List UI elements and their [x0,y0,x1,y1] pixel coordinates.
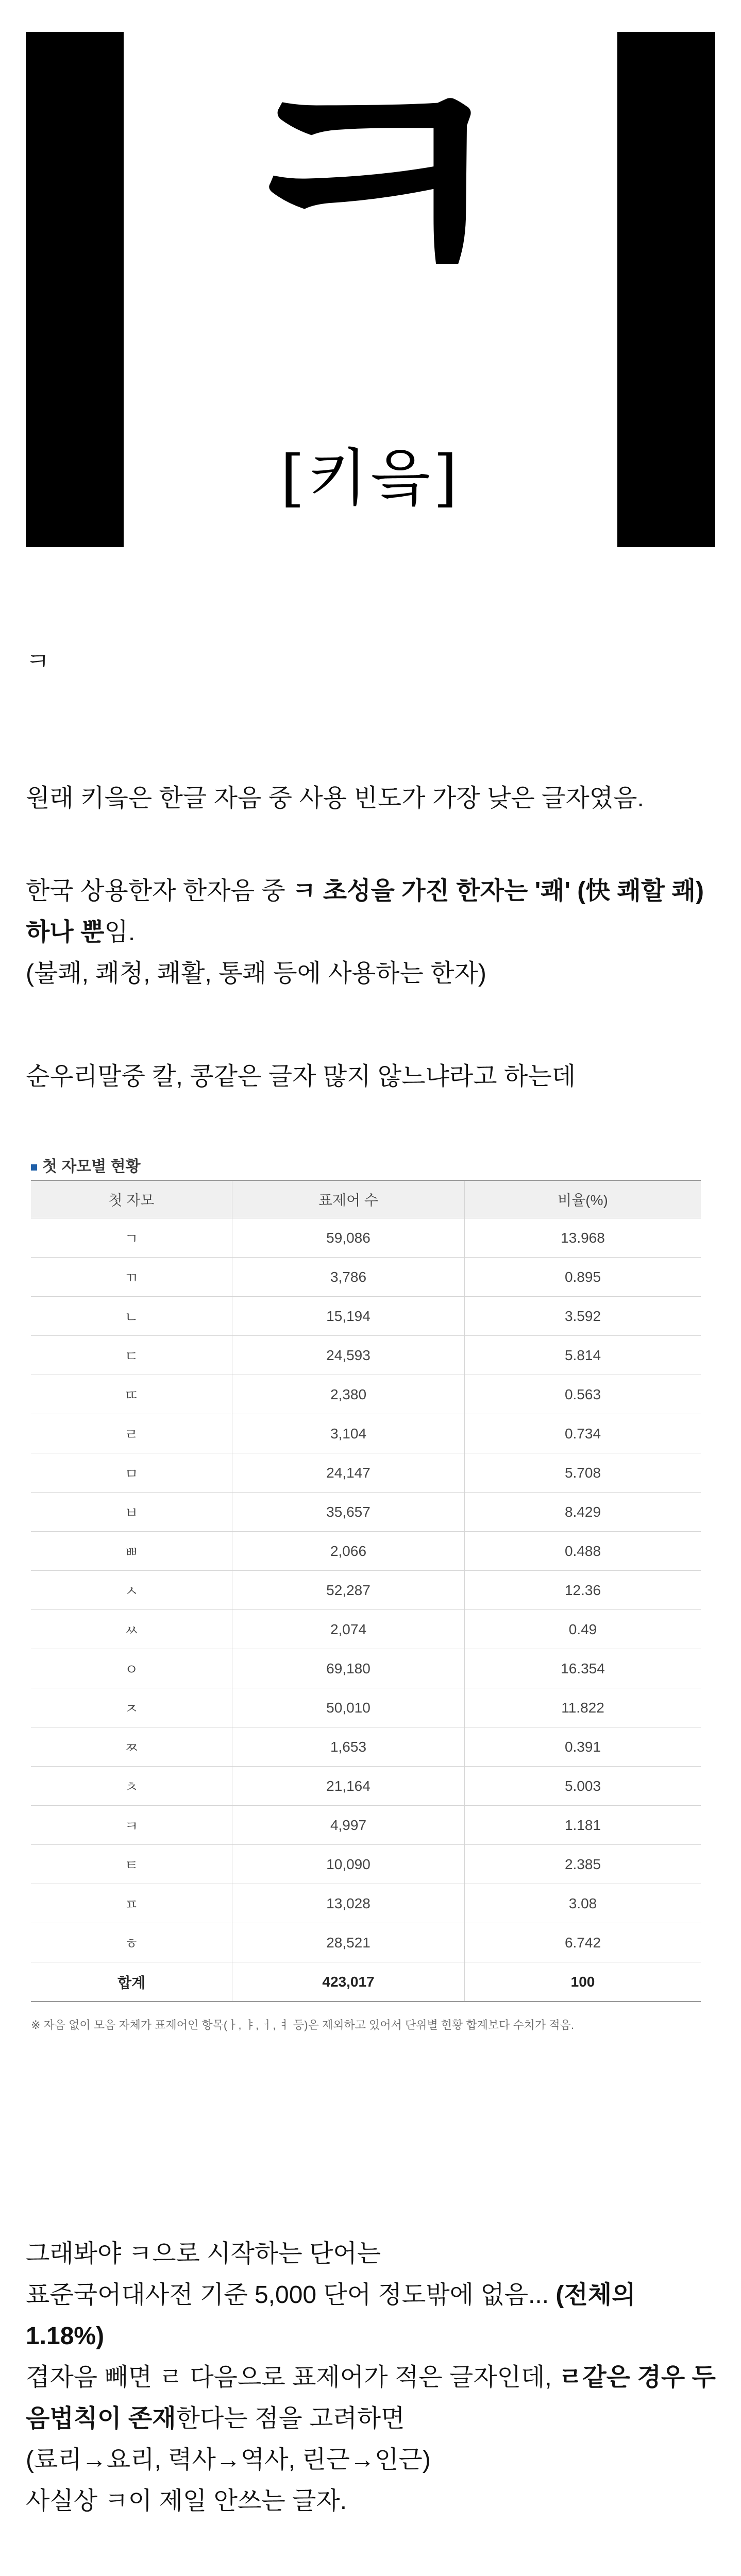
cell-entry-count: 4,997 [232,1806,465,1845]
cell-ratio: 3.08 [465,1884,701,1923]
cell-first-jamo: ㄷ [31,1336,232,1375]
paragraph-4-line-4: (료리→요리, 력사→역사, 린근→인근) [26,2446,431,2473]
table-row [31,1845,701,1884]
cell-ratio: 6.742 [465,1923,701,1962]
paragraph-1 [26,778,716,819]
paragraph-2-line-2: (불쾌, 쾌청, 쾌활, 통쾌 등에 사용하는 한자) [26,960,486,987]
table-row [31,1727,701,1767]
cell-first-jamo: ㅆ [31,1610,232,1649]
paragraph-2-post: 임. [104,919,136,946]
cell-ratio: 16.354 [465,1649,701,1688]
table-row [31,1571,701,1610]
cell-ratio: 0.49 [465,1610,701,1649]
hero-center [124,1,617,547]
paragraph-4-line-3-pre: 겹자음 빼면 ㄹ 다음으로 표제어가 적은 글자인데, [26,2364,559,2391]
caption-square-icon [31,1164,37,1171]
table-caption-text: 첫 자모별 현황 [42,1158,141,1175]
cell-entry-count: 28,521 [232,1923,465,1962]
cell-first-jamo: ㄱ [31,1218,232,1258]
cell-entry-count: 21,164 [232,1767,465,1806]
cell-first-jamo: ㅉ [31,1727,232,1767]
cell-first-jamo: ㅁ [31,1453,232,1493]
table-row [31,1884,701,1923]
cell-entry-count: 13,028 [232,1884,465,1923]
paragraph-3-text: 순우리말중 칼, 콩같은 글자 많지 않느냐라고 하는데 [26,1063,576,1090]
table-caption [31,1154,701,1180]
table-total-row [31,1962,701,2002]
cell-entry-count: 2,074 [232,1610,465,1649]
paragraph-4-line-1: 그래봐야 ㅋ으로 시작하는 단어는 [26,2240,381,2267]
cell-entry-count: 59,086 [232,1218,465,1258]
cell-first-jamo: ㅋ [31,1806,232,1845]
table-note: ※ 자음 없이 모음 자체가 표제어인 항목(ㅏ, ㅑ, ㅓ, ㅕ 등)은 제외하고 있어서 단위별 현황 합계보다 수치가 적음. [31,2019,575,2031]
header-ratio: 비율(%) [465,1180,701,1218]
cell-ratio: 3.592 [465,1297,701,1336]
cell-ratio: 5.708 [465,1453,701,1493]
table-row [31,1767,701,1806]
cell-ratio: 5.003 [465,1767,701,1806]
total-ratio: 100 [465,1962,701,2002]
hero-image [26,1,715,547]
table-row [31,1532,701,1571]
cell-first-jamo: ㄴ [31,1297,232,1336]
cell-ratio: 0.391 [465,1727,701,1767]
cell-entry-count: 15,194 [232,1297,465,1336]
cell-entry-count: 35,657 [232,1493,465,1532]
paragraph-4-line-2 [26,2275,716,2357]
cell-first-jamo: ㅂ [31,1493,232,1532]
cell-first-jamo: ㅊ [31,1767,232,1806]
cell-entry-count: 24,593 [232,1336,465,1375]
hero-jamo-glyph: ㅋ [216,1,525,372]
cell-ratio: 0.734 [465,1414,701,1453]
left-black-bar [26,32,124,547]
cell-ratio: 12.36 [465,1571,701,1610]
table-body [31,1218,701,2002]
cell-entry-count: 3,104 [232,1414,465,1453]
total-label: 합계 [31,1962,232,2002]
cell-entry-count: 3,786 [232,1258,465,1297]
cell-first-jamo: ㅇ [31,1649,232,1688]
cell-first-jamo: ㅅ [31,1571,232,1610]
paragraph-3 [26,1056,716,1097]
cell-first-jamo: ㄹ [31,1414,232,1453]
header-first-jamo: 첫 자모 [31,1180,232,1218]
table-row [31,1258,701,1297]
cell-first-jamo: ㅈ [31,1688,232,1727]
paragraph-2-pre: 한국 상용한자 한자음 중 [26,877,293,905]
cell-entry-count: 10,090 [232,1845,465,1884]
paragraph-4-line-2-pre: 표준국어대사전 기준 5,000 단어 정도밖에 없음... [26,2281,556,2309]
cell-entry-count: 24,147 [232,1453,465,1493]
paragraph-4-line-3 [26,2357,716,2439]
cell-first-jamo: ㅎ [31,1923,232,1962]
cell-entry-count: 69,180 [232,1649,465,1688]
paragraph-4-line-5: 사실상 ㅋ이 제일 안쓰는 글자. [26,2487,347,2515]
table-row [31,1923,701,1962]
cell-first-jamo: ㄲ [31,1258,232,1297]
table-row [31,1375,701,1414]
paragraph-4 [26,2233,716,2522]
paragraph-1-text: 원래 키읔은 한글 자음 중 사용 빈도가 가장 낮은 글자였음. [26,785,644,812]
table-header-row [31,1180,701,1218]
jamo-stats-table [31,1180,701,2002]
table-row [31,1688,701,1727]
cell-ratio: 13.968 [465,1218,701,1258]
paragraph-2-line-1 [26,871,716,953]
table-row [31,1414,701,1453]
right-black-bar [617,32,715,547]
cell-entry-count: 2,380 [232,1375,465,1414]
paragraph-4-line-3-bold: ㄹ같은 경우 두음법칙이 존재 [26,2364,716,2432]
cell-ratio: 1.181 [465,1806,701,1845]
cell-ratio: 2.385 [465,1845,701,1884]
paragraph-2-bold: ㅋ 초성을 가진 한자는 '쾌' (快 쾌할 쾌) 하나 뿐 [26,877,704,946]
cell-ratio: 11.822 [465,1688,701,1727]
title-jamo-text: ㅋ [26,648,50,675]
table-row [31,1493,701,1532]
cell-ratio: 5.814 [465,1336,701,1375]
paragraph-4-line-2-bold: (전체의 1.18%) [26,2281,636,2350]
cell-ratio: 0.488 [465,1532,701,1571]
cell-entry-count: 52,287 [232,1571,465,1610]
cell-ratio: 0.563 [465,1375,701,1414]
title-jamo [26,641,716,683]
hero-jamo-name: [키읔] [280,443,461,514]
paragraph-4-line-3-post: 한다는 점을 고려하면 [176,2405,405,2432]
cell-ratio: 0.895 [465,1258,701,1297]
cell-first-jamo: ㅌ [31,1845,232,1884]
table-row [31,1453,701,1493]
table-row [31,1806,701,1845]
paragraph-2 [26,871,716,994]
total-entry-count: 423,017 [232,1962,465,2002]
cell-first-jamo: ㄸ [31,1375,232,1414]
table-row [31,1218,701,1258]
header-entry-count: 표제어 수 [232,1180,465,1218]
table-row [31,1336,701,1375]
cell-first-jamo: ㅍ [31,1884,232,1923]
table-row [31,1610,701,1649]
table-row [31,1649,701,1688]
jamo-stats-table-image [31,1154,701,2032]
cell-entry-count: 2,066 [232,1532,465,1571]
cell-entry-count: 50,010 [232,1688,465,1727]
table-row [31,1297,701,1336]
cell-ratio: 8.429 [465,1493,701,1532]
cell-entry-count: 1,653 [232,1727,465,1767]
cell-first-jamo: ㅃ [31,1532,232,1571]
